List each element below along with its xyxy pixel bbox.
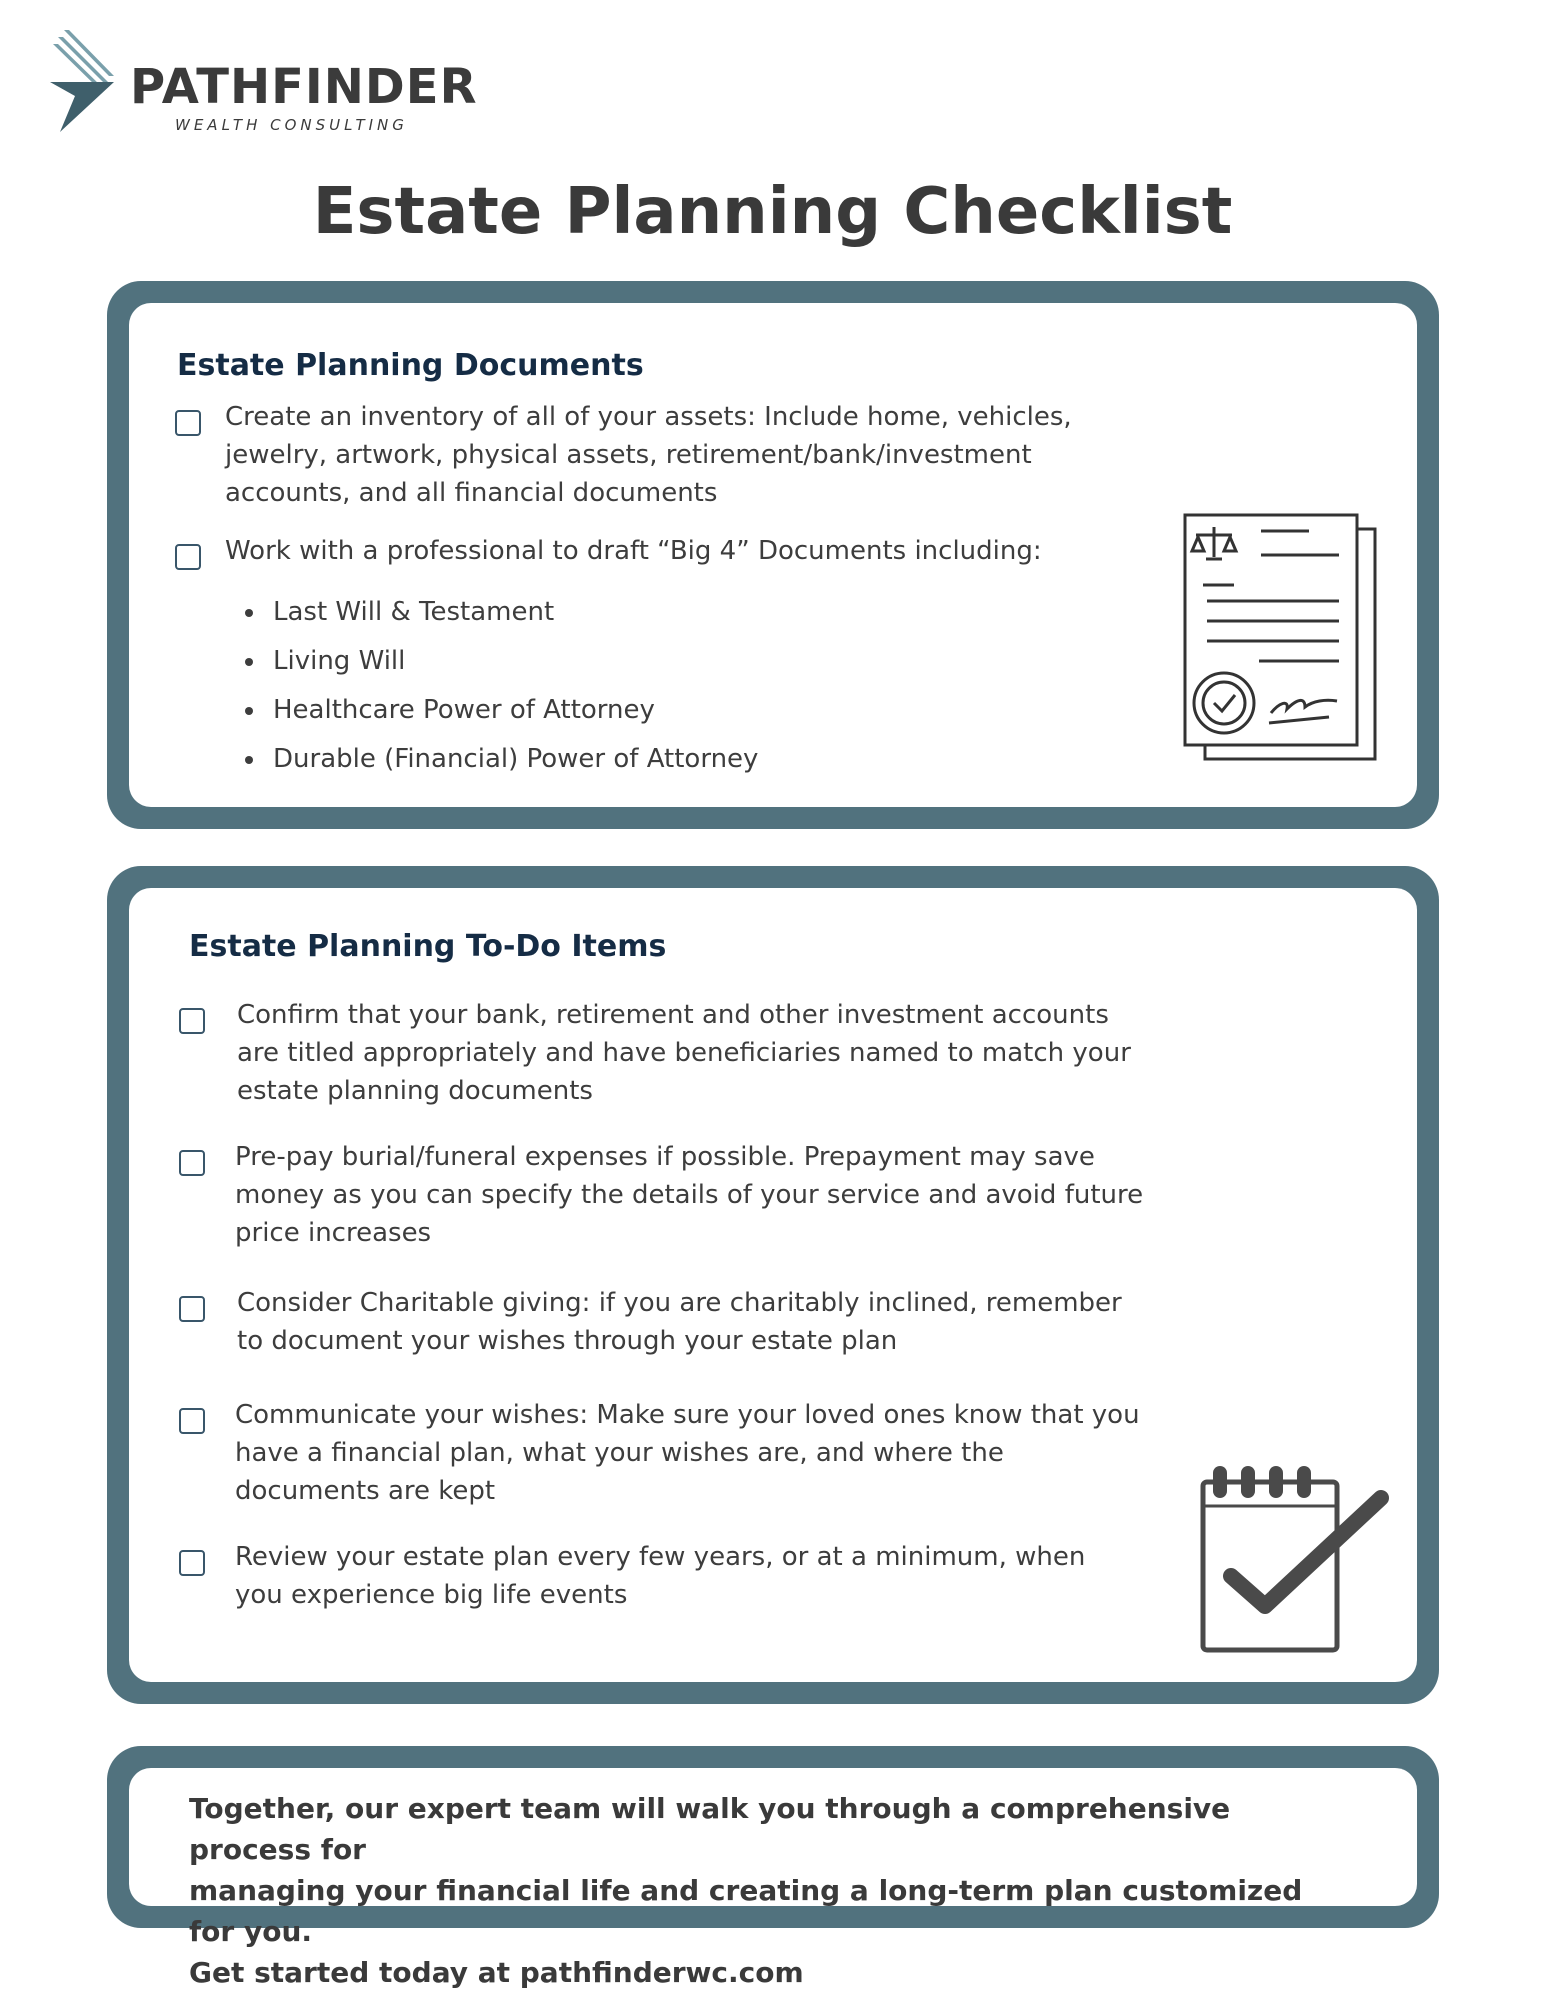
- brand-name: PATHFINDER: [130, 59, 478, 115]
- todo-item-accounts-text: Confirm that your bank, retirement and other investment accounts are titled appropriately and have beneficiaries named to match your estate planning documents: [237, 1000, 1131, 1106]
- todo-card: [107, 866, 1439, 1704]
- checkbox-communicate[interactable]: [179, 1408, 205, 1434]
- checkbox-review[interactable]: [179, 1550, 205, 1576]
- chevron-arrow-logo-icon: [50, 30, 120, 135]
- item-inventory-text: Create an inventory of all of your assets: Include home, vehicles, jewelry, artwork, physical assets, retirement/bank/investment accounts, and all financial documents: [225, 402, 1072, 508]
- documents-card: [107, 281, 1439, 829]
- checkbox-accounts[interactable]: [179, 1008, 205, 1034]
- checkbox-charitable[interactable]: [179, 1296, 205, 1322]
- todo-item-charitable-text: Consider Charitable giving: if you are charitably inclined, remember to document your wishes through your estate plan: [237, 1288, 1122, 1356]
- documents-card-body: [129, 303, 1417, 807]
- big4-list: [239, 593, 939, 789]
- list-item: Last Will & Testament: [239, 593, 939, 642]
- list-item: Living Will: [239, 642, 939, 691]
- cta-card-body: [129, 1768, 1417, 1989]
- legal-document-icon: [1179, 513, 1384, 773]
- todo-section-title: Estate Planning To-Do Items: [189, 929, 667, 964]
- page-title: Estate Planning Checklist: [312, 175, 1233, 249]
- checklist-notepad-icon: [1199, 1458, 1399, 1658]
- list-item: Durable (Financial) Power of Attorney: [239, 740, 939, 789]
- todo-item-communicate-text: Communicate your wishes: Make sure your loved ones know that you have a financial plan, what your wishes are, and where the documents are kept: [235, 1400, 1140, 1506]
- item-big4-text: Work with a professional to draft “Big 4” Documents including:: [225, 536, 1042, 566]
- checkbox-big4[interactable]: [175, 544, 201, 570]
- list-item: Healthcare Power of Attorney: [239, 691, 939, 740]
- brand-subtitle: WEALTH CONSULTING: [175, 116, 408, 134]
- todo-item-review-text: Review your estate plan every few years, or at a minimum, when you experience big life events: [235, 1542, 1086, 1610]
- checkbox-inventory[interactable]: [175, 410, 201, 436]
- todo-item-prepay-text: Pre-pay burial/funeral expenses if possible. Prepayment may save money as you can specify the details of your service and avoid future price increases: [235, 1142, 1144, 1248]
- todo-card-body: [129, 888, 1417, 1682]
- cta-card: [107, 1746, 1439, 1989]
- cta-text: Together, our expert team will walk you through a comprehensive process for managing your financial life and creating a long-term plan customized for you. Get started today at pathfinderwc.com: [189, 1792, 1303, 1989]
- checkbox-prepay[interactable]: [179, 1150, 205, 1176]
- brand-logo: [50, 30, 490, 140]
- documents-section-title: Estate Planning Documents: [177, 348, 644, 383]
